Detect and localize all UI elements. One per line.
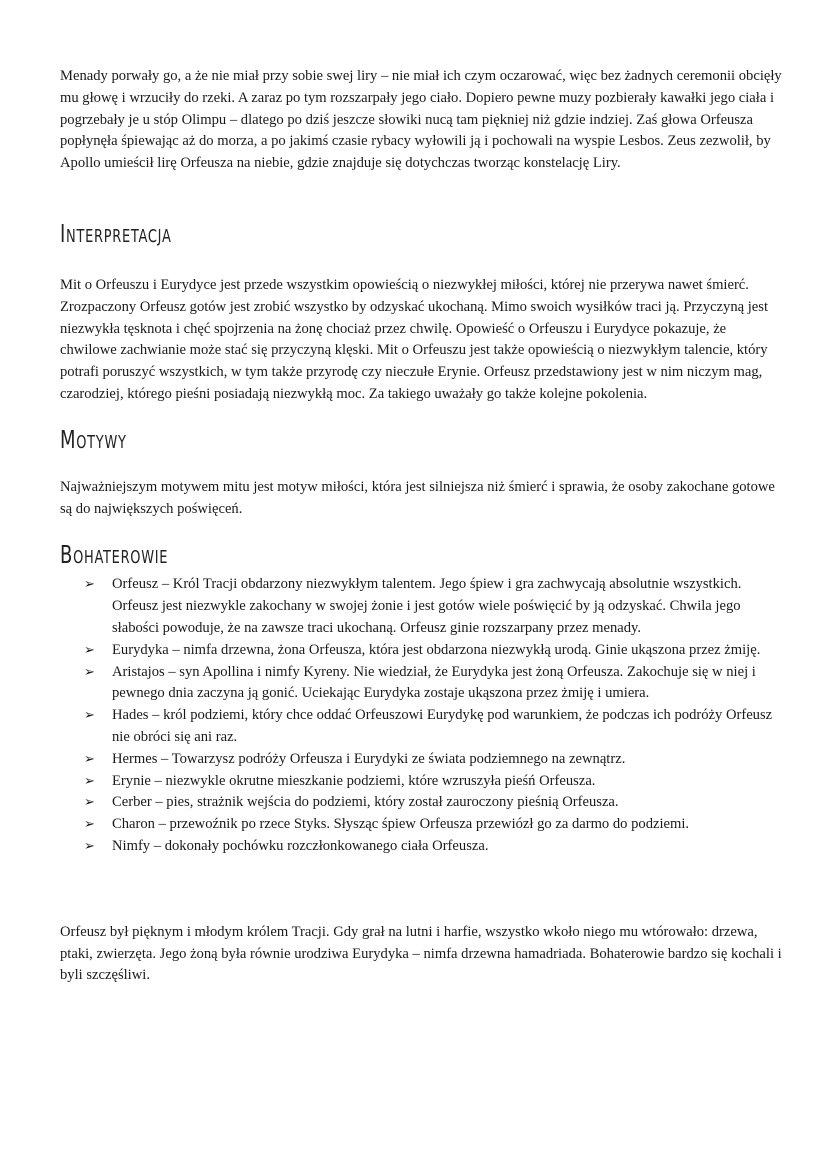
- heading-motywy: Motywy: [60, 424, 127, 454]
- interpretacja-paragraph: Mit o Orfeuszu i Eurydyce jest przede wszystkim opowieścią o niezwykłej miłości, której nie przerywa nawet śmierć. Zrozpaczony Orfeusz gotów jest zrobić wszystko by odzyskać ukochaną. Mimo swoich wysiłków traci ją. Przyczyną jest niezwykła tęsknota i chęć spojrzenia na żonę chociaż przez chwilę. Opowieść o Orfeuszu i Eurydyce pokazuje, że chwilowe zachwianie może stać się przyczyną klęski. Mit o Orfeuszu jest także opowieścią o niezwykłym talencie, który potrafi poruszyć wszystkich, w tym także przyrodę czy nieczułe Erynie. Orfeusz przedstawiony jest w nim niczym mag, czarodziej, którego pieśni posiadają niezwykłą moc. Za takiego uważały go także kolejne pokolenia.: [60, 276, 769, 402]
- heading-interpretacja: Interpretacja: [60, 218, 172, 248]
- intro-paragraph: Menady porwały go, a że nie miał przy sobie swej liry – nie miał ich czym oczarować, więc bez żadnych ceremonii obcięły mu głowę i wrzuciły do rzeki. A zaraz po tym rozszarpały jego ciało. Dopiero pewne muzy pozbierały kawałki jego ciała i pogrzebały je u stóp Olimpu – dlatego po dziś jeszcze słowiki nucą tam piękniej niż gdzie indziej. Zaś głowa Orfeusza popłynęła śpiewając aż do morza, a po jakimś czasie rybacy wyłowili ją i pochowali na wyspie Lesbos. Zeus zezwolił, by Apollo umieścił lirę Orfeusza na niebie, gdzie znajduje się dotychczas tworząc konstelację Liry.: [60, 68, 782, 172]
- list-item: [60, 771, 785, 793]
- list-item-text: Orfeusz – Król Tracji obdarzony niezwykłym talentem. Jego śpiew i gra zachwycają absolutnie wszystkich. Orfeusz jest niezwykle zakochany w swojej żonie i jest gotów wiele poświęcić by ją odzyskać. Chwila jego słabości powoduje, że na zawsze traci ukochaną. Orfeusz ginie rozszarpany przez menady.: [112, 576, 742, 636]
- arrow-bullet-icon: ➢: [84, 795, 95, 811]
- heroes-list: [60, 574, 785, 857]
- heading-bohaterowie: Bohaterowie: [60, 540, 169, 570]
- arrow-bullet-icon: ➢: [84, 838, 95, 854]
- list-item: [60, 749, 785, 771]
- list-item-text: Charon – przewoźnik po rzece Styks. Słysząc śpiew Orfeusza przewiózł go za darmo do podziemi.: [112, 816, 690, 833]
- arrow-bullet-icon: ➢: [84, 708, 95, 724]
- arrow-bullet-icon: ➢: [84, 817, 95, 833]
- list-item: [60, 814, 785, 836]
- list-item: [60, 792, 785, 814]
- list-item-text: Hermes – Towarzysz podróży Orfeusza i Eurydyki ze świata podziemnego na zewnątrz.: [112, 750, 626, 767]
- list-item-text: Erynie – niezwykle okrutne mieszkanie podziemi, które wzruszyła pieśń Orfeusza.: [112, 772, 596, 789]
- list-item: [60, 836, 785, 858]
- list-item-text: Aristajos – syn Apollina i nimfy Kyreny. Nie wiedział, że Eurydyka jest żoną Orfeusza. Zakochuje się w niej i pewnego dnia zaczyna ją gonić. Uciekając Eurydyka zostaje ukąszona przez żmiję i umiera.: [112, 663, 756, 702]
- arrow-bullet-icon: ➢: [84, 751, 95, 767]
- list-item-text: Nimfy – dokonały pochówku rozczłonkowanego ciała Orfeusza.: [112, 837, 489, 854]
- list-item-text: Hades – król podziemi, który chce oddać Orfeuszowi Eurydykę pod warunkiem, że podczas ich podróży Orfeusz nie obróci się ani raz.: [112, 707, 773, 745]
- list-item-text: Cerber – pies, strażnik wejścia do podziemi, który został zauroczony pieśnią Orfeusza.: [112, 794, 619, 811]
- arrow-bullet-icon: ➢: [84, 577, 95, 593]
- list-item-text: Eurydyka – nimfa drzewna, żona Orfeusza, która jest obdarzona niezwykłą urodą. Ginie ukąszona przez żmiję.: [112, 641, 761, 658]
- outro-paragraph: Orfeusz był pięknym i młodym królem Tracji. Gdy grał na lutni i harfie, wszystko wkoło niego mu wtórowało: drzewa, ptaki, zwierzęta. Jego żoną była równie urodziwa Eurydyka – nimfa drzewna hamadriada. Bohaterowie bardzo się kochali i byli szczęśliwi.: [60, 923, 782, 984]
- list-item: [60, 640, 785, 662]
- arrow-bullet-icon: ➢: [84, 773, 95, 789]
- list-item: [60, 662, 785, 706]
- document-page: [60, 66, 785, 987]
- arrow-bullet-icon: ➢: [84, 664, 95, 680]
- arrow-bullet-icon: ➢: [84, 642, 95, 658]
- motywy-paragraph: Najważniejszym motywem mitu jest motyw miłości, która jest silniejsza niż śmierć i sprawia, że osoby zakochane gotowe są do największych poświęceń.: [60, 478, 775, 517]
- list-item: [60, 705, 785, 749]
- list-item: [60, 574, 785, 639]
